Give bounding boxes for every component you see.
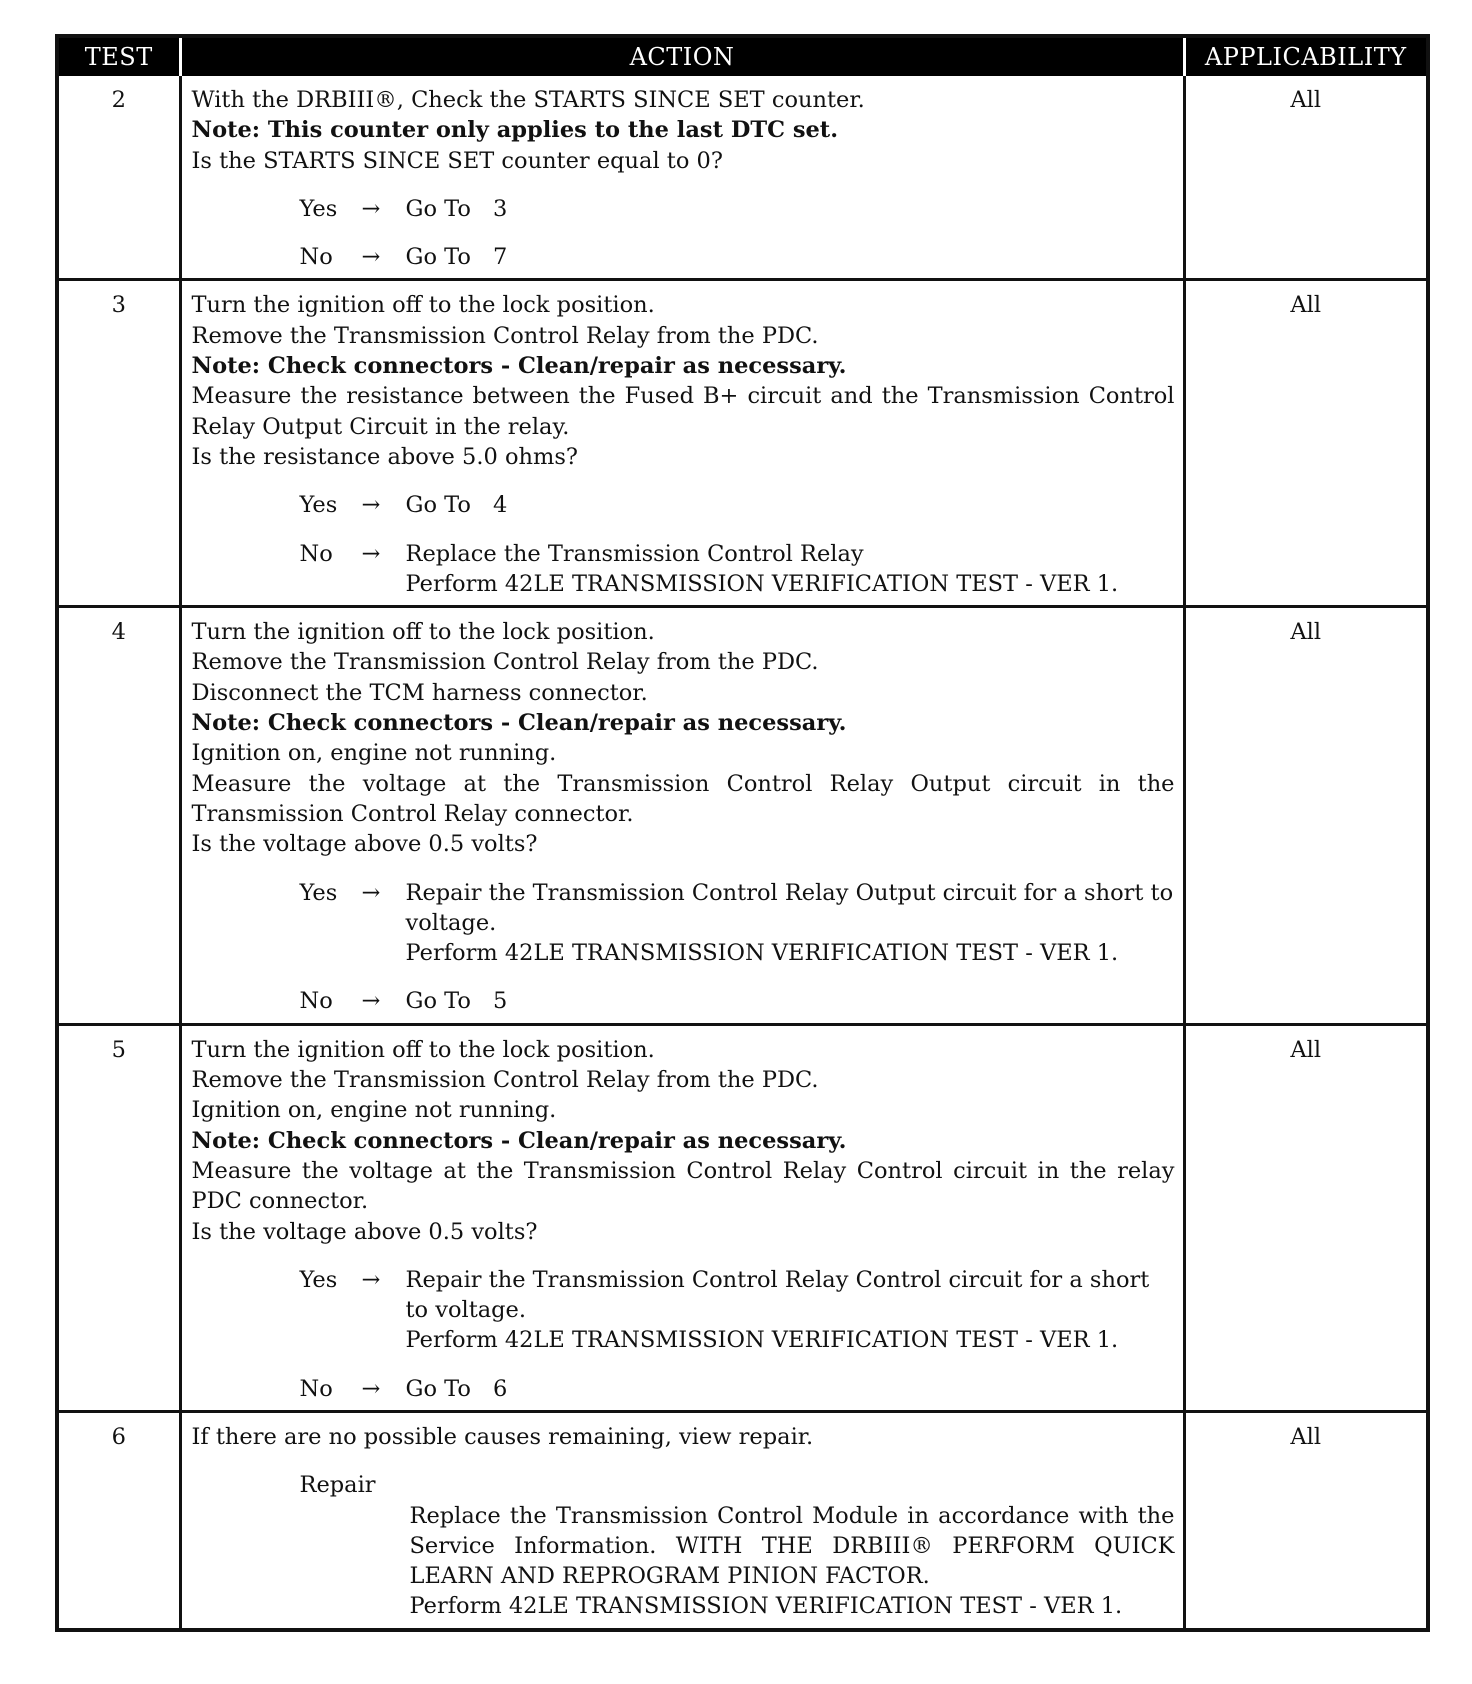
applicability-value: All	[1184, 1411, 1426, 1627]
no-label: No	[299, 988, 333, 1015]
no-branch	[300, 539, 1175, 600]
action-cell	[180, 1024, 1184, 1411]
no-result	[406, 986, 1175, 1016]
yes-branch	[300, 878, 1175, 969]
applicability-value: All	[1184, 280, 1426, 607]
action-line: Turn the ignition off to the lock position.	[191, 292, 655, 319]
no-label: No	[299, 244, 333, 271]
no-result	[406, 242, 1175, 272]
action-note: Note: This counter only applies to the last DTC set.	[191, 117, 839, 144]
test-row-2	[59, 76, 1426, 280]
goto-label: Go To	[405, 492, 471, 519]
yes-branch	[300, 1265, 1175, 1356]
goto-label: Go To	[405, 988, 471, 1015]
action-line: Disconnect the TCM harness connector.	[191, 679, 648, 706]
applicability-value: All	[1184, 76, 1426, 280]
arrow-icon: →	[361, 492, 381, 519]
test-number: 3	[59, 280, 180, 607]
goto-label: Go To	[405, 195, 471, 222]
goto-target: 3	[492, 195, 508, 222]
no-label: No	[299, 1375, 333, 1402]
yes-branch	[300, 194, 1175, 224]
header-applicability: APPLICABILITY	[1184, 38, 1426, 76]
action-cell	[180, 280, 1184, 607]
test-number: 6	[59, 1411, 180, 1627]
test-row-4	[59, 607, 1426, 1025]
table-header-row	[59, 38, 1426, 76]
action-note: Note: Check connectors - Clean/repair as necessary.	[191, 353, 847, 380]
result-line: Perform 42LE TRANSMISSION VERIFICATION TEST - VER 1.	[405, 570, 1119, 597]
action-line: Ignition on, engine not running.	[191, 1097, 557, 1124]
action-line: Remove the Transmission Control Relay from the PDC.	[191, 1067, 819, 1094]
no-result	[406, 1374, 1175, 1404]
result-line: Perform 42LE TRANSMISSION VERIFICATION TEST - VER 1.	[405, 940, 1119, 967]
action-question: Is the voltage above 0.5 volts?	[191, 1218, 538, 1245]
action-question: Is the voltage above 0.5 volts?	[191, 831, 538, 858]
goto-target: 4	[492, 492, 508, 519]
no-label: No	[299, 540, 333, 567]
header-action: ACTION	[180, 38, 1184, 76]
action-cell	[180, 76, 1184, 280]
test-row-6	[59, 1411, 1426, 1627]
result-line: Perform 42LE TRANSMISSION VERIFICATION TEST - VER 1.	[405, 1327, 1119, 1354]
test-number: 4	[59, 607, 180, 1025]
action-line: Turn the ignition off to the lock position.	[191, 619, 655, 646]
arrow-icon: →	[361, 879, 381, 906]
action-cell	[180, 1411, 1184, 1627]
goto-label: Go To	[405, 244, 471, 271]
action-line: Measure the voltage at the Transmission Control Relay Control circuit in the relay PDC connector.	[191, 1157, 1175, 1215]
action-line: Measure the resistance between the Fused B+ circuit and the Transmission Control Relay Output Circuit in the relay.	[191, 383, 1175, 440]
action-cell	[180, 607, 1184, 1025]
no-branch	[300, 1374, 1175, 1404]
test-row-3	[59, 280, 1426, 607]
yes-label: Yes	[299, 492, 338, 519]
yes-result	[406, 1265, 1175, 1356]
test-number: 2	[111, 87, 126, 113]
no-result	[406, 539, 1175, 600]
goto-target: 5	[492, 988, 508, 1015]
arrow-icon: →	[361, 195, 381, 222]
header-test: TEST	[59, 38, 180, 76]
action-line: If there are no possible causes remaining, view repair.	[191, 1423, 814, 1450]
action-note: Note: Check connectors - Clean/repair as necessary.	[191, 1127, 847, 1154]
no-branch	[300, 986, 1175, 1016]
repair-body	[410, 1501, 1175, 1622]
goto-target: 7	[492, 244, 508, 271]
diagnostic-table	[59, 38, 1426, 1628]
applicability-value: All	[1184, 607, 1426, 1025]
action-line: With the DRBIII®, Check the STARTS SINCE SET counter.	[191, 87, 865, 113]
arrow-icon: →	[361, 540, 381, 567]
repair-line: Replace the Transmission Control Module in accordance with the Service Information. WITH THE DRBIII® PERFORM QUICK LEARN AND REPROGRAM PINION FACTOR.	[409, 1502, 1175, 1590]
repair-block	[300, 1470, 1175, 1621]
yes-result	[406, 490, 1175, 520]
arrow-icon: →	[361, 988, 381, 1015]
arrow-icon: →	[361, 244, 381, 271]
action-question: Is the resistance above 5.0 ohms?	[191, 443, 578, 470]
no-branch	[300, 242, 1175, 272]
action-question: Is the STARTS SINCE SET counter equal to 0?	[191, 147, 723, 174]
repair-line: Perform 42LE TRANSMISSION VERIFICATION TEST - VER 1.	[409, 1593, 1123, 1620]
yes-result	[406, 194, 1175, 224]
arrow-icon: →	[361, 1375, 381, 1402]
action-line: Remove the Transmission Control Relay from the PDC.	[191, 322, 819, 349]
action-line: Turn the ignition off to the lock position.	[191, 1036, 655, 1063]
test-row-5	[59, 1024, 1426, 1411]
yes-label: Yes	[299, 195, 338, 222]
test-number: 5	[59, 1024, 180, 1411]
result-line: Replace the Transmission Control Relay	[405, 540, 864, 567]
result-line: Repair the Transmission Control Relay Control circuit for a short to voltage.	[405, 1266, 1150, 1324]
goto-label: Go To	[405, 1375, 471, 1402]
yes-label: Yes	[299, 1266, 338, 1293]
action-line: Remove the Transmission Control Relay from the PDC.	[191, 649, 819, 676]
goto-target: 6	[492, 1375, 508, 1402]
arrow-icon: →	[361, 1266, 381, 1293]
action-line: Measure the voltage at the Transmission Control Relay Output circuit in the Transmission Control Relay connector.	[191, 770, 1175, 827]
action-note: Note: Check connectors - Clean/repair as necessary.	[191, 710, 847, 737]
repair-label: Repair	[299, 1472, 376, 1499]
action-line: Ignition on, engine not running.	[191, 740, 557, 767]
diagnostic-test-sheet	[55, 34, 1430, 1632]
result-line: Repair the Transmission Control Relay Output circuit for a short to voltage.	[405, 879, 1174, 936]
applicability-value: All	[1184, 1024, 1426, 1411]
yes-result	[406, 878, 1175, 969]
yes-label: Yes	[299, 879, 338, 906]
yes-branch	[300, 490, 1175, 520]
